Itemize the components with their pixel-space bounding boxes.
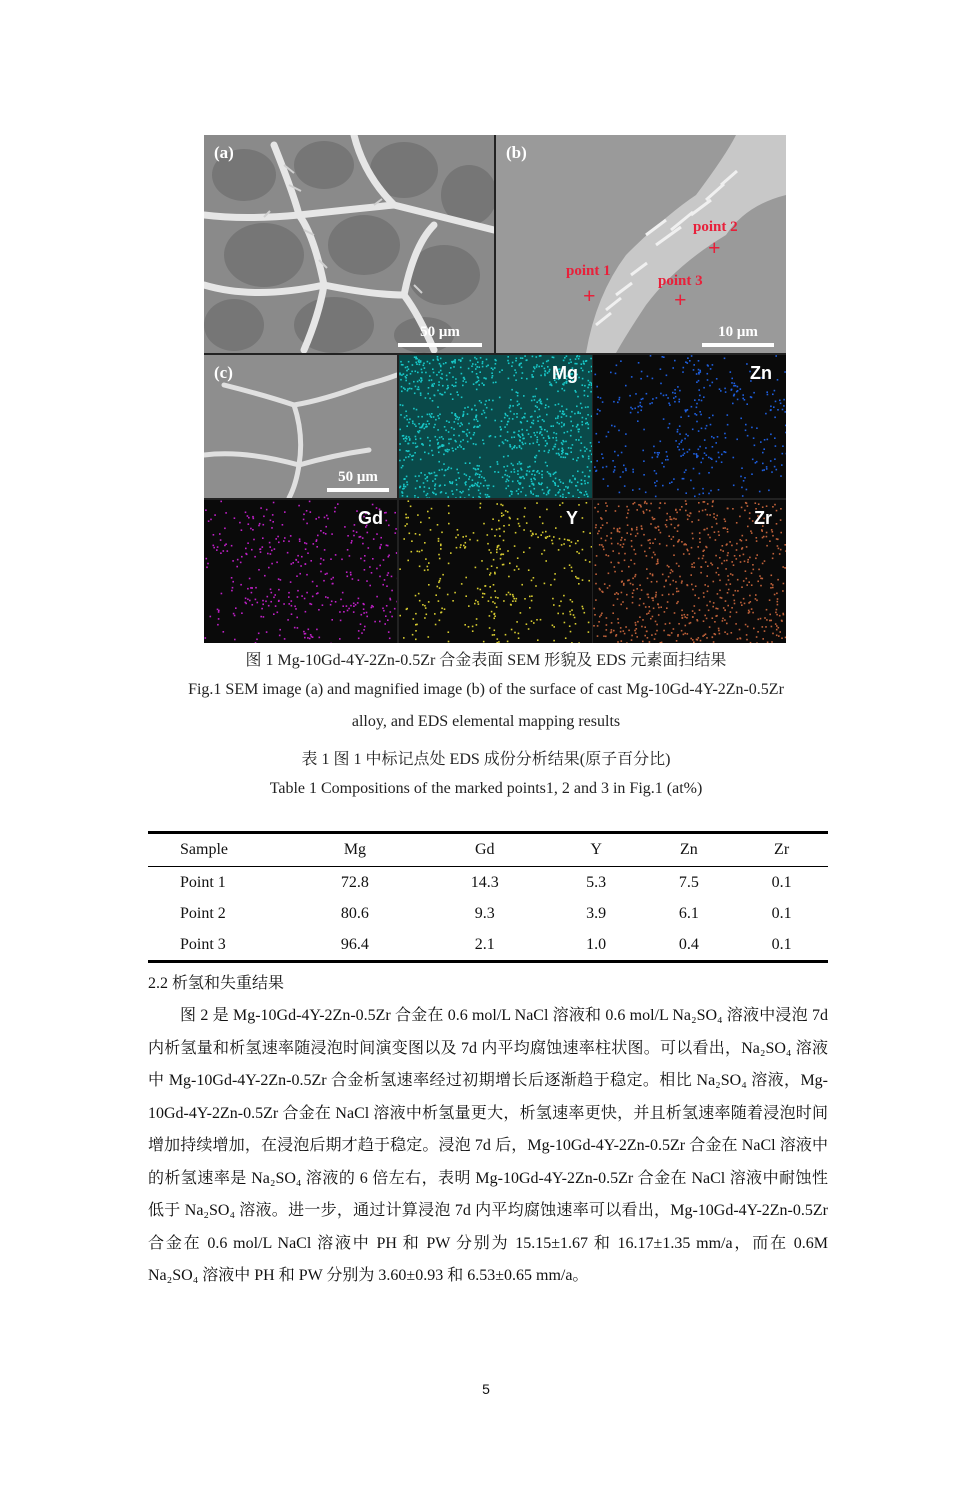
table-cell: 80.6 xyxy=(340,904,369,922)
header-mg: Mg xyxy=(343,841,367,858)
panel-label-a: (a) xyxy=(214,143,234,162)
table-caption-cn: 表 1 图 1 中标记点处 EDS 成份分析结果(原子百分比) xyxy=(301,751,671,768)
sem-panel-c xyxy=(204,355,397,498)
scale-line-b xyxy=(702,343,774,347)
table-cell: 2.1 xyxy=(474,935,495,953)
point-2-label: point 2 xyxy=(693,219,738,235)
scale-line-a xyxy=(398,343,482,347)
sem-image-a xyxy=(204,135,494,353)
table-row xyxy=(148,929,828,962)
sem-panel-a xyxy=(204,135,494,353)
eds-map-gd xyxy=(204,500,397,643)
header-zn: Zn xyxy=(679,841,698,858)
table-cell: 6.1 xyxy=(678,904,699,922)
header-y: Y xyxy=(590,841,602,858)
table-cell: 0.1 xyxy=(771,904,792,922)
point-1-label: point 1 xyxy=(566,263,611,279)
body-paragraph-block xyxy=(148,1000,828,1293)
table-cell: 3.9 xyxy=(586,904,607,922)
panel-label-b: (b) xyxy=(506,143,527,162)
scale-text-c: 50 μm xyxy=(338,469,378,485)
table-cell: 0.1 xyxy=(771,873,792,891)
section-heading: 2.2 析氢和失重结果 xyxy=(148,975,285,992)
eds-table xyxy=(148,831,828,963)
point-3-label: point 3 xyxy=(658,273,703,289)
sem-image-b xyxy=(496,135,786,353)
sem-panel-b xyxy=(496,135,786,353)
scale-text-b: 10 μm xyxy=(718,324,758,340)
scale-line-c xyxy=(327,488,389,492)
table-row xyxy=(148,867,828,899)
body-paragraph: 图 2 是 Mg-10Gd-4Y-2Zn-0.5Zr 合金在 0.6 mol/L NaCl 溶液和 0.6 mol/L Na₂SO₄ 溶液中浸泡 7d 内析氢量和析氢速率随浸泡时间演变图以及 7d 内平均腐蚀速率柱状图。可以看出，Na₂SO₄ 溶液中 Mg-10Gd-4Y-2Zn-0.5Zr 合金析氢速率经过初期增长后逐渐趋于稳定。相比 Na₂SO₄ 溶液，Mg-10Gd-4Y-2Zn-0.5Zr 合金在 NaCl 溶液中析氢量更大，析氢速率更快，并且析氢速率随着浸泡时间增加持续增加，在浸泡后期才趋于稳定。浸泡 7d 后，Mg-10Gd-4Y-2Zn-0.5Zr 合金在 NaCl 溶液中的析氢速率是 Na₂SO₄ 溶液的 6 倍左右，表明 Mg-10Gd-4Y-2Zn-0.5Zr 合金在 NaCl 溶液中耐蚀性低于 Na₂SO₄ 溶液。进一步，通过计算浸泡 7d 内平均腐蚀速率可以看出，Mg-10Gd-4Y-2Zn-0.5Zr 合金在 0.6 mol/L NaCl 溶液中 PH 和 PW 分别为 15.15±1.67 和 16.17±1.35 mm/a，而在 0.6M Na₂SO₄ 溶液中 PH 和 PW 分别为 3.60±0.93 和 6.53±0.65 mm/a。 xyxy=(148,1007,828,1284)
header-sample: Sample xyxy=(180,841,228,858)
eds-map-y xyxy=(399,500,592,643)
table-cell: 72.8 xyxy=(340,873,369,891)
composition-table xyxy=(148,831,828,963)
table-cell: 0.1 xyxy=(771,935,792,953)
scale-bar-b xyxy=(702,324,774,347)
eds-image-y xyxy=(399,500,592,643)
eds-map-zn xyxy=(593,355,786,498)
eds-label-zn: Zn xyxy=(750,363,772,383)
table-header-row xyxy=(148,833,828,867)
header-zr: Zr xyxy=(774,841,790,858)
table-cell: Point 3 xyxy=(180,935,226,953)
figure-caption-en-line2: alloy, and EDS elemental mapping results xyxy=(351,713,621,730)
table-cell: 14.3 xyxy=(470,873,499,891)
table-cell: Point 1 xyxy=(180,873,226,891)
eds-label-y: Y xyxy=(565,508,578,528)
point-3-marker: + xyxy=(674,287,687,312)
page-number: 5 xyxy=(482,1381,490,1397)
header-gd: Gd xyxy=(475,841,495,858)
table-cell: 9.3 xyxy=(474,904,495,922)
point-2-marker: + xyxy=(708,235,721,260)
scale-text-a: 50 μm xyxy=(420,324,460,340)
point-1-marker: + xyxy=(583,283,596,308)
scale-bar-a xyxy=(398,324,482,347)
figure-caption-en-line1: Fig.1 SEM image (a) and magnified image (b) of the surface of cast Mg-10Gd-4Y-2Zn-0.5Zr xyxy=(188,681,784,698)
figure-1 xyxy=(204,135,786,643)
eds-label-zr: Zr xyxy=(754,508,772,528)
table-caption-en: Table 1 Compositions of the marked points1, 2 and 3 in Fig.1 (at%) xyxy=(269,780,703,797)
panel-label-c: (c) xyxy=(214,363,233,382)
eds-label-mg: Mg xyxy=(552,363,578,383)
eds-label-gd: Gd xyxy=(358,508,383,528)
eds-map-zr xyxy=(593,500,786,643)
figure-caption-cn: 图 1 Mg-10Gd-4Y-2Zn-0.5Zr 合金表面 SEM 形貌及 EDS 元素面扫结果 xyxy=(245,652,727,669)
eds-map-mg xyxy=(399,355,592,498)
table-cell: 5.3 xyxy=(586,873,607,891)
figure-grid xyxy=(204,135,786,643)
table-cell: 96.4 xyxy=(340,935,369,953)
table-cell: Point 2 xyxy=(180,904,226,922)
table-cell: 0.4 xyxy=(678,935,699,953)
table-cell: 1.0 xyxy=(586,935,607,953)
table-cell: 7.5 xyxy=(678,873,699,891)
table-row xyxy=(148,898,828,929)
scale-bar-c xyxy=(327,469,389,492)
